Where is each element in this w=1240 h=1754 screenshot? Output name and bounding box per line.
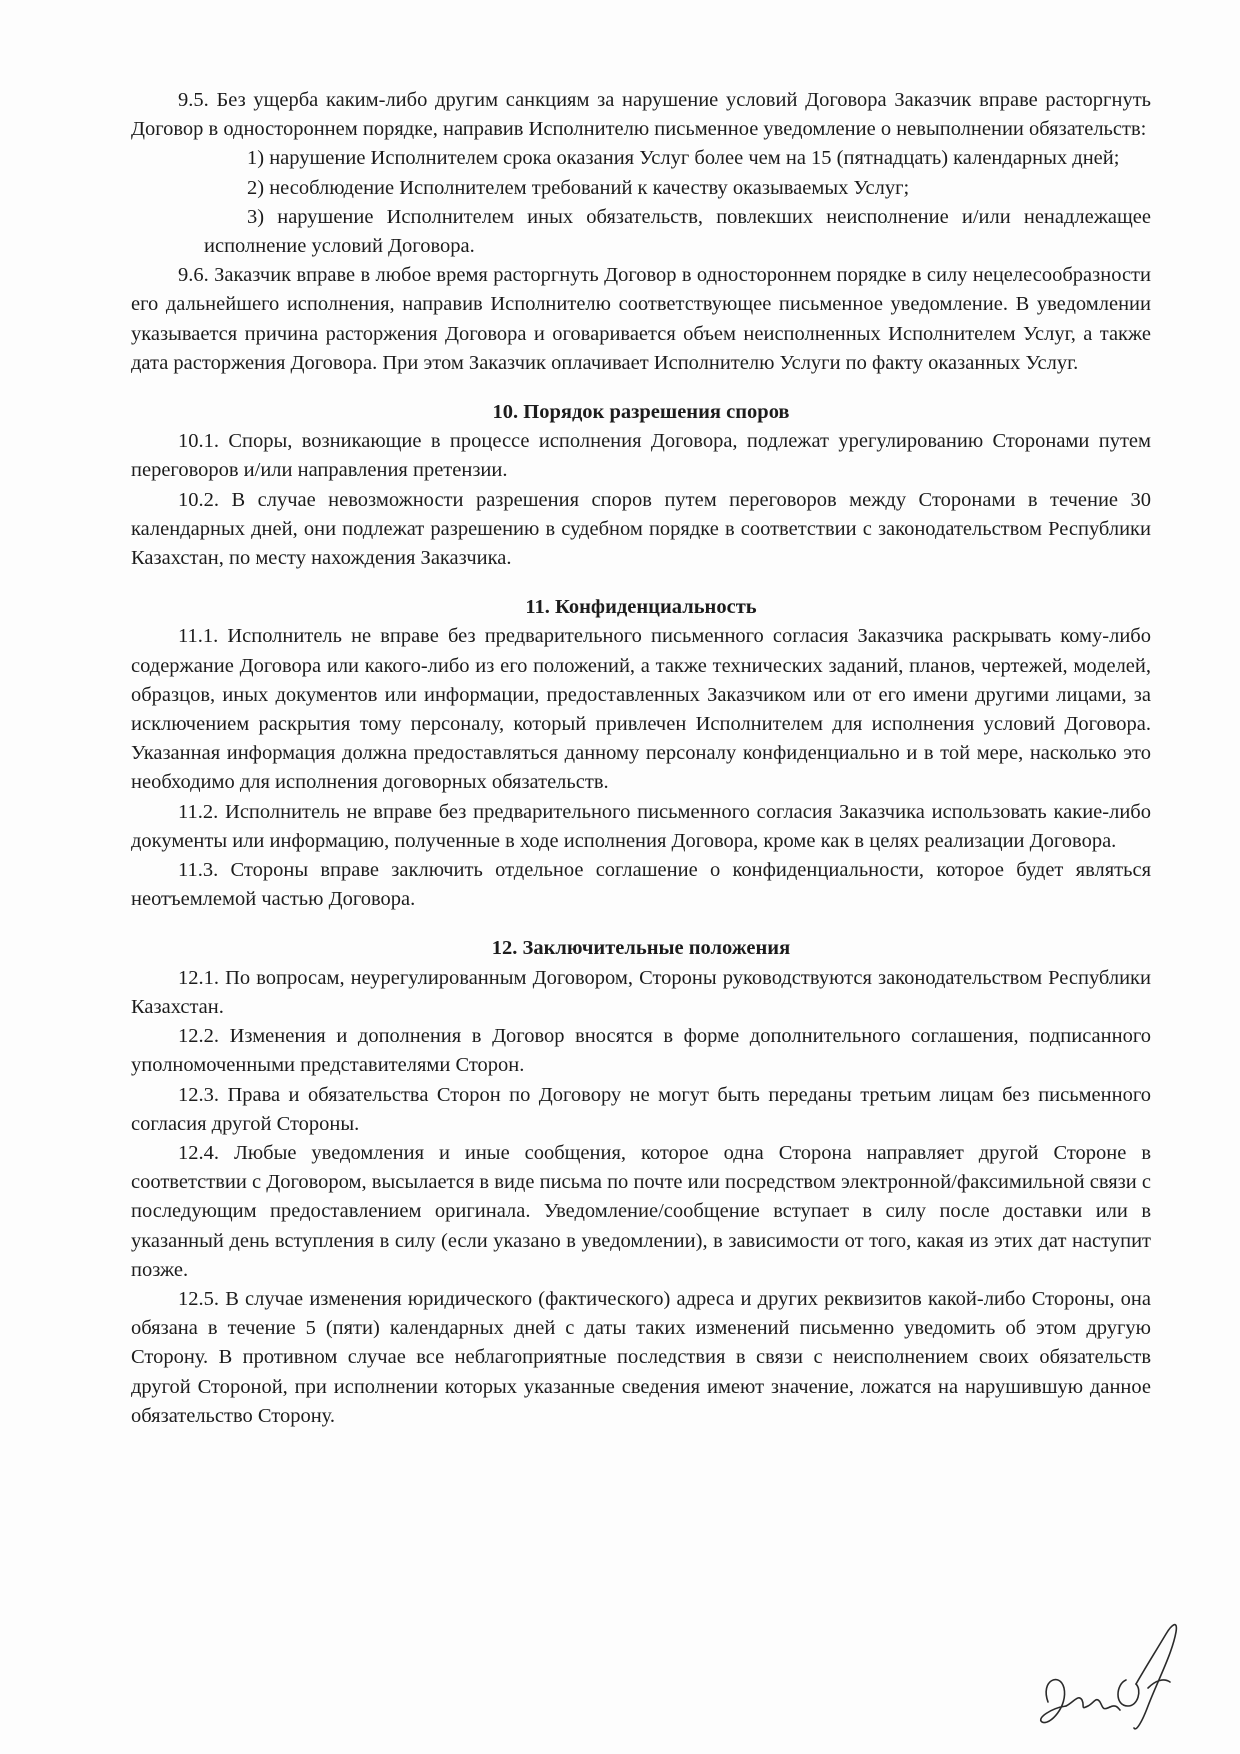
clause-12-1: 12.1. По вопросам, неурегулированным Договором, Стороны руководствуются законодательством Республики Казахстан. — [131, 966, 1151, 1018]
handwritten-signature — [1030, 1610, 1200, 1740]
clause-12-4: 12.4. Любые уведомления и иные сообщения, которое одна Сторона направляет другой Стороне в соответствии с Договором, высылается в виде письма по почте или посредством электронной/факсимильной связи с последующим предоставлением оригинала. Уведомление/сообщение вступает в силу после доставки или в указанный день вступления в силу (если указано в уведомлении), в зависимости от того, какая из этих дат наступит позже. — [131, 1141, 1151, 1281]
clause-12-2: 12.2. Изменения и дополнения в Договор вносятся в форме дополнительного соглашения, подписанного уполномоченными представителями Сторон. — [131, 1025, 1151, 1077]
clause-9-5-item-2: 2) несоблюдение Исполнителем требований к качеству оказываемых Услуг; — [247, 176, 910, 199]
clause-9-5-item-3: 3) нарушение Исполнителем иных обязательств, повлекших неисполнение и/или ненадлежащее исполнение условий Договора. — [204, 205, 1151, 258]
clause-11-3: 11.3. Стороны вправе заключить отдельное соглашение о конфиденциальности, которое будет являться неотъемлемой частью Договора. — [131, 859, 1151, 911]
section-12-heading: 12. Заключительные положения — [491, 937, 791, 960]
clause-11-2: 11.2. Исполнитель не вправе без предварительного письменного согласия Заказчика использовать какие-либо документы или информацию, полученные в ходе исполнения Договора, кроме как в целях реализации Договора. — [131, 800, 1151, 852]
document-body — [131, 86, 1151, 1431]
clause-11-1: 11.1. Исполнитель не вправе без предварительного письменного согласия Заказчика раскрывать кому-либо содержание Договора или какого-либо из его положений, а также технических заданий, планов, чертежей, моделей, образцов, иных документов или информации, предоставленных Заказчиком или от его имени другими лицами, за исключением раскрытия тому персоналу, который привлечен Исполнителем для исполнения условий Договора. Указанная информация должна предоставляться данному персоналу конфиденциально и в той мере, насколько это необходимо для исполнения договорных обязательств. — [131, 625, 1151, 794]
section-10-heading: 10. Порядок разрешения споров — [492, 401, 790, 424]
clause-10-2: 10.2. В случае невозможности разрешения споров путем переговоров между Сторонами в течение 30 календарных дней, они подлежат разрешению в судебном порядке в соответствии с законодательством Республики Казахстан, по месту нахождения Заказчика. — [131, 488, 1151, 570]
clause-9-5-item-1: 1) нарушение Исполнителем срока оказания Услуг более чем на 15 (пятнадцать) календарных дней; — [247, 147, 1120, 170]
clause-9-6: 9.6. Заказчик вправе в любое время расторгнуть Договор в одностороннем порядке в силу нецелесообразности его дальнейшего исполнения, направив Исполнителю соответствующее письменное уведомление. В уведомлении указывается причина расторжения Договора и оговаривается объем неисполненных Исполнителем Услуг, а также дата расторжения Договора. При этом Заказчик оплачивает Исполнителю Услуги по факту оказанных Услуг. — [131, 264, 1151, 374]
clause-9-5: 9.5. Без ущерба каким-либо другим санкциям за нарушение условий Договора Заказчик вправе расторгнуть Договор в одностороннем порядке, направив Исполнителю письменное уведомление о невыполнении обязательств: — [131, 89, 1151, 141]
section-11-heading: 11. Конфиденциальность — [525, 596, 757, 619]
clause-12-3: 12.3. Права и обязательства Сторон по Договору не могут быть переданы третьим лицам без письменного согласия другой Стороны. — [131, 1083, 1151, 1135]
clause-10-1: 10.1. Споры, возникающие в процессе исполнения Договора, подлежат урегулированию Сторонами путем переговоров и/или направления претензии. — [131, 430, 1151, 482]
clause-12-5: 12.5. В случае изменения юридического (фактического) адреса и других реквизитов какой-либо Стороны, она обязана в течение 5 (пяти) календарных дней с даты таких изменений письменно уведомить об этом другую Сторону. В противном случае все неблагоприятные последствия в связи с неисполнением своих обязательств другой Стороной, при исполнении которых указанные сведения имеют значение, ложатся на нарушившую данное обязательство Сторону. — [131, 1287, 1151, 1427]
